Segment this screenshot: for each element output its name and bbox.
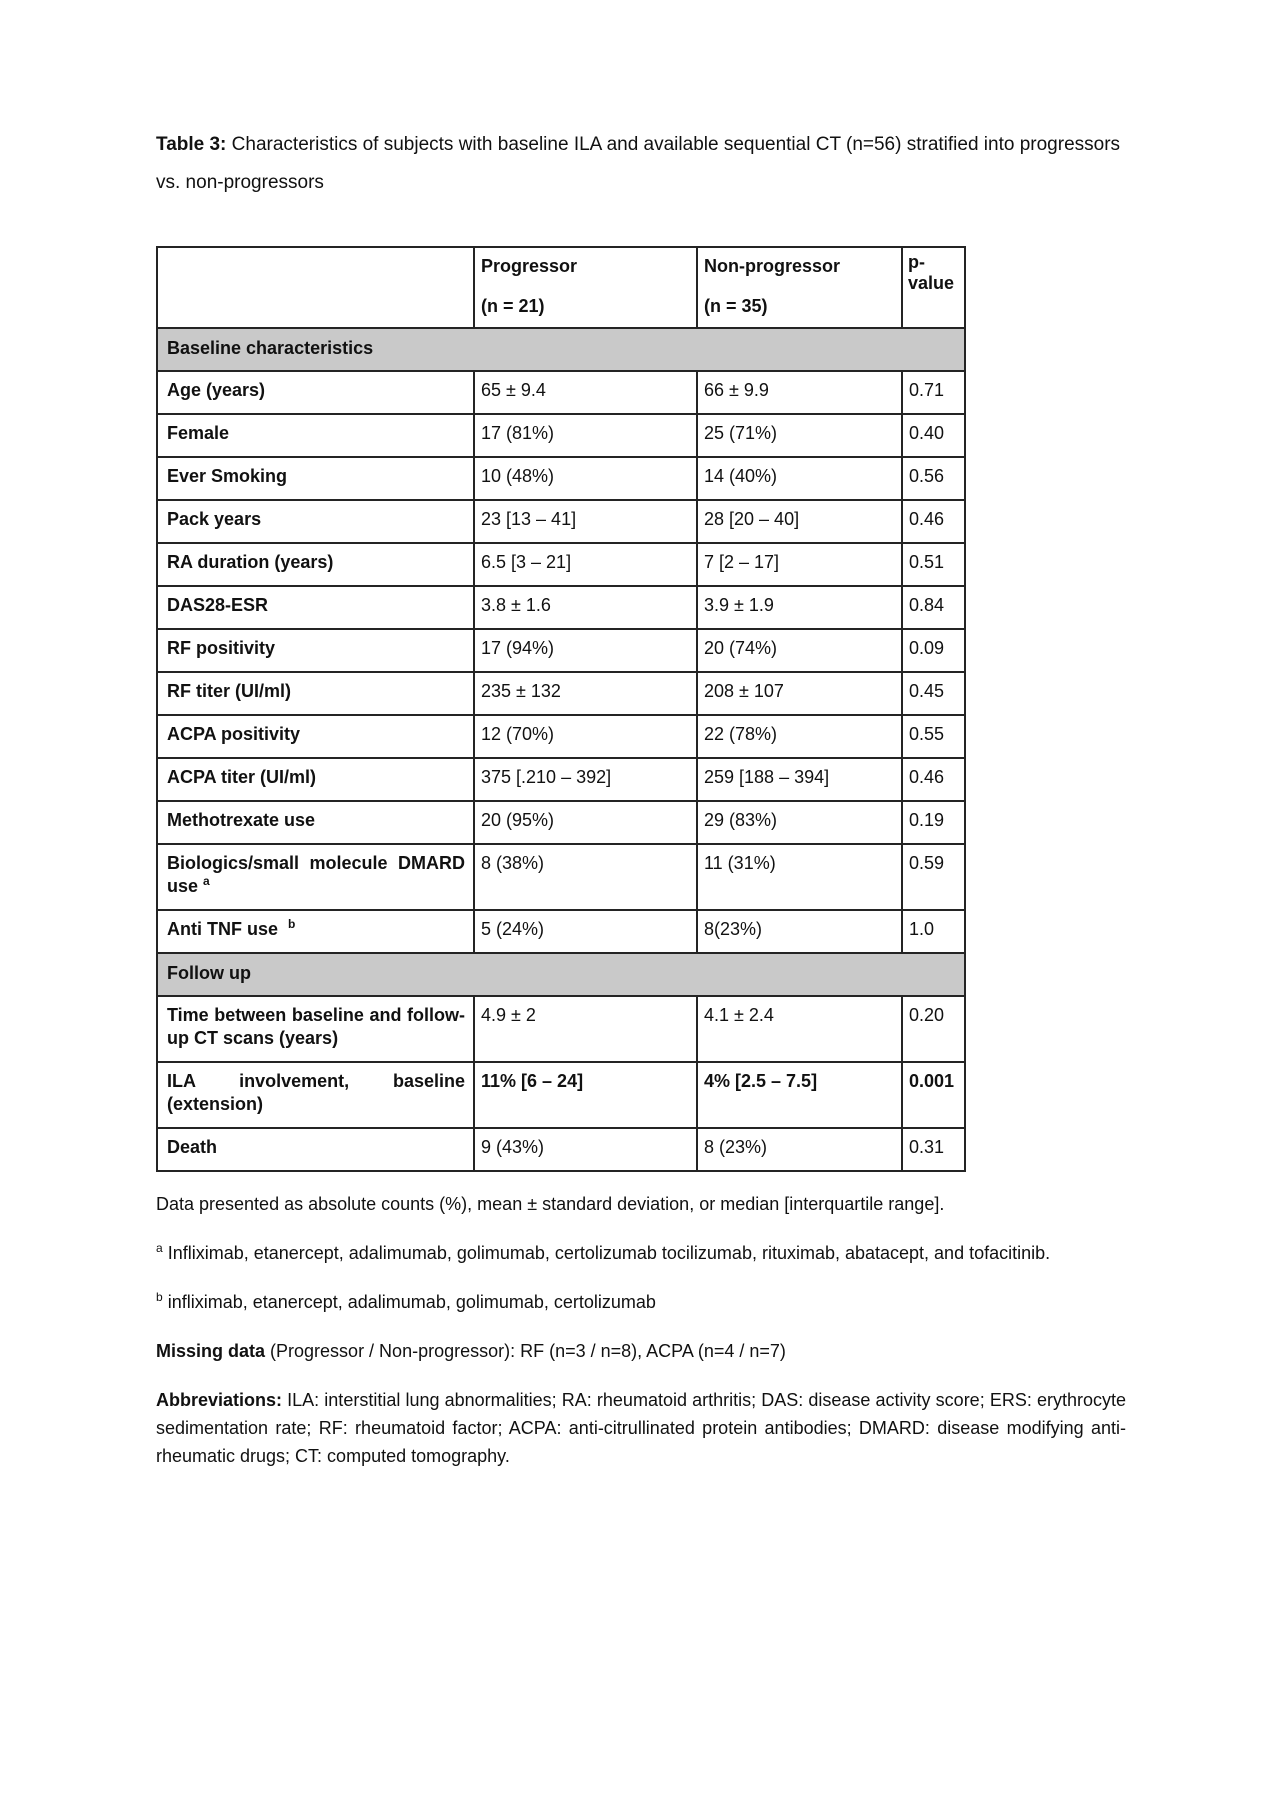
row-label: Time between baseline and follow-up CT scans (years) — [167, 1005, 465, 1048]
p-value-cell: 0.55 — [902, 715, 965, 758]
non-progressor-cell: 4% [2.5 – 7.5] — [697, 1062, 902, 1128]
header-progressor-label: Progressor — [481, 256, 578, 276]
non-progressor-cell: 22 (78%) — [697, 715, 902, 758]
table-row — [157, 672, 965, 715]
non-progressor-cell: 4.1 ± 2.4 — [697, 996, 902, 1062]
header-empty-cell — [157, 247, 474, 328]
row-label: ACPA titer (UI/ml) — [167, 767, 317, 787]
row-label-cell — [157, 1062, 474, 1128]
p-value-cell: 0.31 — [902, 1128, 965, 1171]
p-value-cell: 0.45 — [902, 672, 965, 715]
header-row — [157, 247, 965, 328]
row-label: ILA involvement, baseline (extension) — [167, 1071, 465, 1114]
abbreviations-text: ILA: interstitial lung abnormalities; RA: rheumatoid arthritis; DAS: disease activity score; ERS: erythrocyte sedimentation rate; RF: rheumatoid factor; ACPA: anti-citrullinated protein antibodies; DMARD: disease modifying anti-rheumatic drugs; CT: computed tomography. — [156, 1390, 1126, 1466]
footnote-marker: b — [288, 917, 296, 931]
section-row — [157, 328, 965, 371]
progressor-cell: 235 ± 132 — [474, 672, 697, 715]
table-row — [157, 586, 965, 629]
row-label-cell — [157, 629, 474, 672]
table-row — [157, 543, 965, 586]
table-header — [157, 247, 965, 328]
p-value-cell: 0.46 — [902, 500, 965, 543]
row-label-cell — [157, 586, 474, 629]
progressor-cell: 5 (24%) — [474, 910, 697, 953]
progressor-cell: 6.5 [3 – 21] — [474, 543, 697, 586]
row-label-cell — [157, 457, 474, 500]
table-row — [157, 1062, 965, 1128]
p-value-cell: 0.46 — [902, 758, 965, 801]
missing-data-text: (Progressor / Non-progressor): RF (n=3 / n=8), ACPA (n=4 / n=7) — [265, 1341, 786, 1361]
progressor-cell: 10 (48%) — [474, 457, 697, 500]
row-label: Age (years) — [167, 380, 266, 400]
table-row — [157, 1128, 965, 1171]
footnote-a-marker: a — [156, 1241, 163, 1255]
header-nonprogressor-label: Non-progressor — [704, 256, 841, 276]
progressor-cell: 9 (43%) — [474, 1128, 697, 1171]
table-caption-text: Characteristics of subjects with baseline ILA and available sequential CT (n=56) stratified into progressors vs. non-progressors — [156, 134, 1121, 193]
progressor-cell: 23 [13 – 41] — [474, 500, 697, 543]
row-label-cell — [157, 758, 474, 801]
characteristics-table — [156, 246, 966, 1172]
p-value-cell: 0.001 — [902, 1062, 965, 1128]
row-label: RA duration (years) — [167, 552, 334, 572]
non-progressor-cell: 7 [2 – 17] — [697, 543, 902, 586]
progressor-cell: 4.9 ± 2 — [474, 996, 697, 1062]
section-header: Baseline characteristics — [157, 328, 965, 371]
header-progressor-cell — [474, 247, 697, 328]
table-notes — [156, 1190, 1126, 1470]
row-label: ACPA positivity — [167, 724, 301, 744]
table-row — [157, 910, 965, 953]
row-label-cell — [157, 371, 474, 414]
non-progressor-cell: 208 ± 107 — [697, 672, 902, 715]
table-row — [157, 457, 965, 500]
row-label: Anti TNF use — [167, 919, 283, 939]
row-label: Death — [167, 1137, 218, 1157]
non-progressor-cell: 25 (71%) — [697, 414, 902, 457]
p-value-cell: 0.56 — [902, 457, 965, 500]
abbreviations-note — [156, 1386, 1126, 1470]
row-label-cell — [157, 910, 474, 953]
progressor-cell: 375 [.210 – 392] — [474, 758, 697, 801]
p-value-cell: 0.84 — [902, 586, 965, 629]
document-page — [156, 126, 1126, 1470]
non-progressor-cell: 8(23%) — [697, 910, 902, 953]
row-label: Ever Smoking — [167, 466, 288, 486]
table-row — [157, 414, 965, 457]
section-header: Follow up — [157, 953, 965, 996]
table-row — [157, 371, 965, 414]
table-row — [157, 758, 965, 801]
footnote-b — [156, 1288, 1126, 1316]
footnote-marker: a — [203, 874, 210, 888]
p-value-cell: 0.40 — [902, 414, 965, 457]
row-label: Pack years — [167, 509, 262, 529]
p-value-cell: 0.51 — [902, 543, 965, 586]
non-progressor-cell: 28 [20 – 40] — [697, 500, 902, 543]
missing-data-label: Missing data — [156, 1341, 266, 1361]
table-body — [157, 328, 965, 1171]
row-label-cell — [157, 844, 474, 910]
row-label-cell — [157, 543, 474, 586]
table-row — [157, 996, 965, 1062]
table-caption-number: Table 3: — [156, 134, 227, 155]
row-label-cell — [157, 1128, 474, 1171]
table-caption — [156, 126, 1126, 202]
table-row — [157, 629, 965, 672]
row-label-cell — [157, 996, 474, 1062]
non-progressor-cell: 66 ± 9.9 — [697, 371, 902, 414]
non-progressor-cell: 29 (83%) — [697, 801, 902, 844]
footnote-a-text: Infliximab, etanercept, adalimumab, golimumab, certolizumab tocilizumab, rituximab, abatacept, and tofacitinib. — [162, 1243, 1051, 1263]
progressor-cell: 12 (70%) — [474, 715, 697, 758]
p-value-cell: 0.71 — [902, 371, 965, 414]
p-value-cell: 1.0 — [902, 910, 965, 953]
row-label: Biologics/small molecule DMARD use — [167, 853, 465, 896]
non-progressor-cell: 14 (40%) — [697, 457, 902, 500]
progressor-cell: 3.8 ± 1.6 — [474, 586, 697, 629]
header-nonprogressor-cell — [697, 247, 902, 328]
non-progressor-cell: 11 (31%) — [697, 844, 902, 910]
progressor-cell: 11% [6 – 24] — [474, 1062, 697, 1128]
progressor-cell: 65 ± 9.4 — [474, 371, 697, 414]
row-label: Female — [167, 423, 230, 443]
footnote-b-marker: b — [156, 1290, 163, 1304]
table-row — [157, 844, 965, 910]
header-progressor-n: (n = 21) — [481, 296, 545, 316]
missing-data-note — [156, 1337, 1126, 1365]
table-row — [157, 715, 965, 758]
p-value-cell: 0.09 — [902, 629, 965, 672]
header-pvalue-cell: p-value — [902, 247, 965, 328]
progressor-cell: 17 (81%) — [474, 414, 697, 457]
table-row — [157, 500, 965, 543]
footnote-a — [156, 1239, 1126, 1267]
p-value-cell: 0.19 — [902, 801, 965, 844]
non-progressor-cell: 8 (23%) — [697, 1128, 902, 1171]
footnote-b-text: infliximab, etanercept, adalimumab, golimumab, certolizumab — [162, 1292, 656, 1312]
section-row — [157, 953, 965, 996]
progressor-cell: 20 (95%) — [474, 801, 697, 844]
non-progressor-cell: 20 (74%) — [697, 629, 902, 672]
row-label-cell — [157, 672, 474, 715]
progressor-cell: 8 (38%) — [474, 844, 697, 910]
row-label-cell — [157, 500, 474, 543]
row-label: DAS28-ESR — [167, 595, 269, 615]
row-label: Methotrexate use — [167, 810, 316, 830]
row-label-cell — [157, 715, 474, 758]
p-value-cell: 0.59 — [902, 844, 965, 910]
row-label: RF titer (UI/ml) — [167, 681, 291, 701]
row-label-cell — [157, 801, 474, 844]
row-label-cell — [157, 414, 474, 457]
header-nonprogressor-n: (n = 35) — [704, 296, 768, 316]
table-row — [157, 801, 965, 844]
abbreviations-label: Abbreviations: — [156, 1390, 283, 1410]
p-value-cell: 0.20 — [902, 996, 965, 1062]
progressor-cell: 17 (94%) — [474, 629, 697, 672]
row-label: RF positivity — [167, 638, 276, 658]
non-progressor-cell: 259 [188 – 394] — [697, 758, 902, 801]
non-progressor-cell: 3.9 ± 1.9 — [697, 586, 902, 629]
data-presentation-note: Data presented as absolute counts (%), mean ± standard deviation, or median [interquartile range]. — [156, 1194, 945, 1214]
